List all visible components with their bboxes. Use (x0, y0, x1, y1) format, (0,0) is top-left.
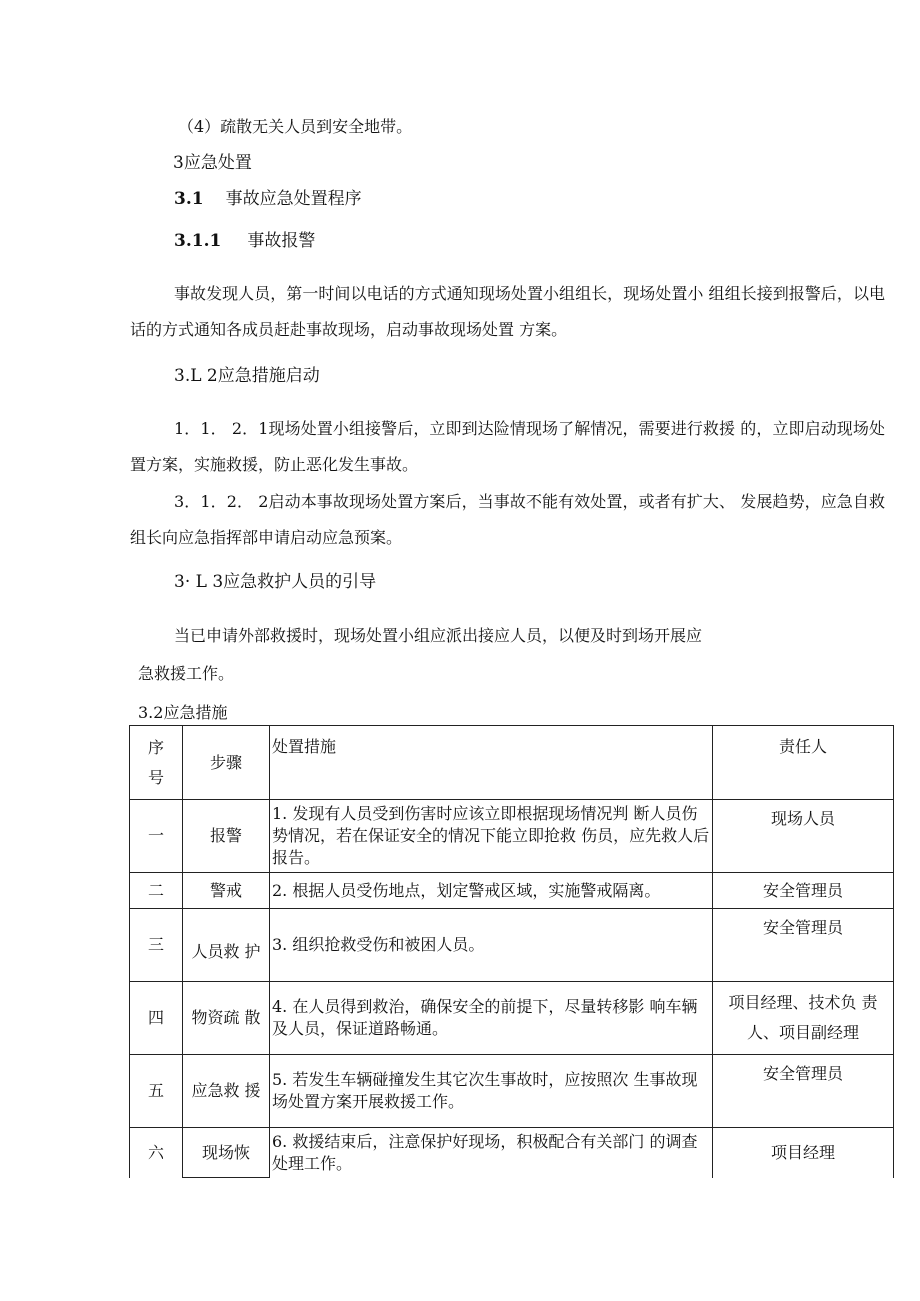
row-no: 四 (130, 982, 183, 1055)
row-no: 六 (130, 1128, 183, 1178)
section-title: 事故报警 (247, 231, 316, 251)
row-owner: 安全管理员 (713, 873, 894, 909)
list-item-4: （4）疏散无关人员到安全地带。 (178, 117, 413, 136)
row-owner: 安全管理员 (713, 909, 894, 982)
section-heading-3-2: 3.2应急措施 (138, 703, 228, 722)
section-heading-3-1-1 (174, 231, 315, 251)
paragraph-1-2-2: 3．1．2． 2启动本事故现场处置方案后，当事故不能有效处置，或者有扩大、 发展趋势，应急自救组长向应急指挥部申请启动应急预案。 (130, 492, 885, 547)
table-row (130, 1128, 894, 1178)
section-number: 3.1 (174, 189, 204, 209)
row-measure: 2. 根据人员受伤地点，划定警戒区域，实施警戒隔离。 (270, 873, 713, 909)
section-heading-3: 3应急处置 (173, 153, 252, 173)
row-step: 应急救 援 (183, 1055, 270, 1128)
section-heading-3-1-3: 3· L 3应急救护人员的引导 (174, 572, 377, 592)
table-row (130, 909, 894, 982)
header-no: 序 号 (130, 726, 183, 800)
section-title: 事故应急处置程序 (225, 189, 362, 209)
row-step: 物资疏 散 (183, 982, 270, 1055)
row-no: 一 (130, 800, 183, 873)
row-owner: 项目经理 (713, 1128, 894, 1178)
header-owner: 责任人 (713, 726, 894, 800)
row-step: 警戒 (183, 873, 270, 909)
table-row (130, 873, 894, 909)
table-row (130, 1055, 894, 1128)
section-heading-3-1-2: 3.L 2应急措施启动 (174, 366, 320, 386)
table-row (130, 800, 894, 873)
paragraph-guide-line-1: 当已申请外部救援时，现场处置小组应派出接应人员，以便及时到场开展应 (174, 626, 703, 645)
row-no: 五 (130, 1055, 183, 1128)
row-owner: 安全管理员 (713, 1055, 894, 1128)
row-measure: 6. 救援结束后，注意保护好现场，积极配合有关部门 的调查处理工作。 (270, 1128, 713, 1178)
row-measure: 1. 发现有人员受到伤害时应该立即根据现场情况判 断人员伤势情况，若在保证安全的情况下能立即抢救 伤员，应先救人后报告。 (270, 800, 713, 873)
table-header-row (130, 726, 894, 800)
row-measure: 4. 在人员得到救治，确保安全的前提下，尽量转移影 响车辆及人员，保证道路畅通。 (270, 982, 713, 1055)
paragraph-1-2-1: 1．1． 2．1现场处置小组接警后，立即到达险情现场了解情况，需要进行救援 的，立即启动现场处置方案，实施救援，防止恶化发生事故。 (130, 419, 885, 474)
emergency-measures-table (129, 725, 894, 1178)
row-no: 三 (130, 909, 183, 982)
header-step: 步骤 (183, 726, 270, 800)
row-step: 报警 (183, 800, 270, 873)
section-number: 3.1.1 (174, 231, 222, 251)
row-owner: 项目经理、技术负 责人、项目副经理 (713, 982, 894, 1055)
row-measure: 3. 组织抢救受伤和被困人员。 (270, 909, 713, 982)
header-measure: 处置措施 (270, 726, 713, 800)
row-owner: 现场人员 (713, 800, 894, 873)
row-step: 现场恢 (183, 1128, 270, 1178)
section-heading-3-1 (174, 189, 362, 209)
row-no: 二 (130, 873, 183, 909)
paragraph-guide-line-2: 急救援工作。 (138, 664, 235, 683)
paragraph-alarm: 事故发现人员，第一时间以电话的方式通知现场处置小组组长，现场处置小 组组长接到报警后，以电话的方式通知各成员赶赴事故现场，启动事故现场处置 方案。 (130, 284, 885, 339)
table-row (130, 982, 894, 1055)
row-measure: 5. 若发生车辆碰撞发生其它次生事故时，应按照次 生事故现场处置方案开展救援工作。 (270, 1055, 713, 1128)
row-step: 人员救 护 (183, 909, 270, 982)
